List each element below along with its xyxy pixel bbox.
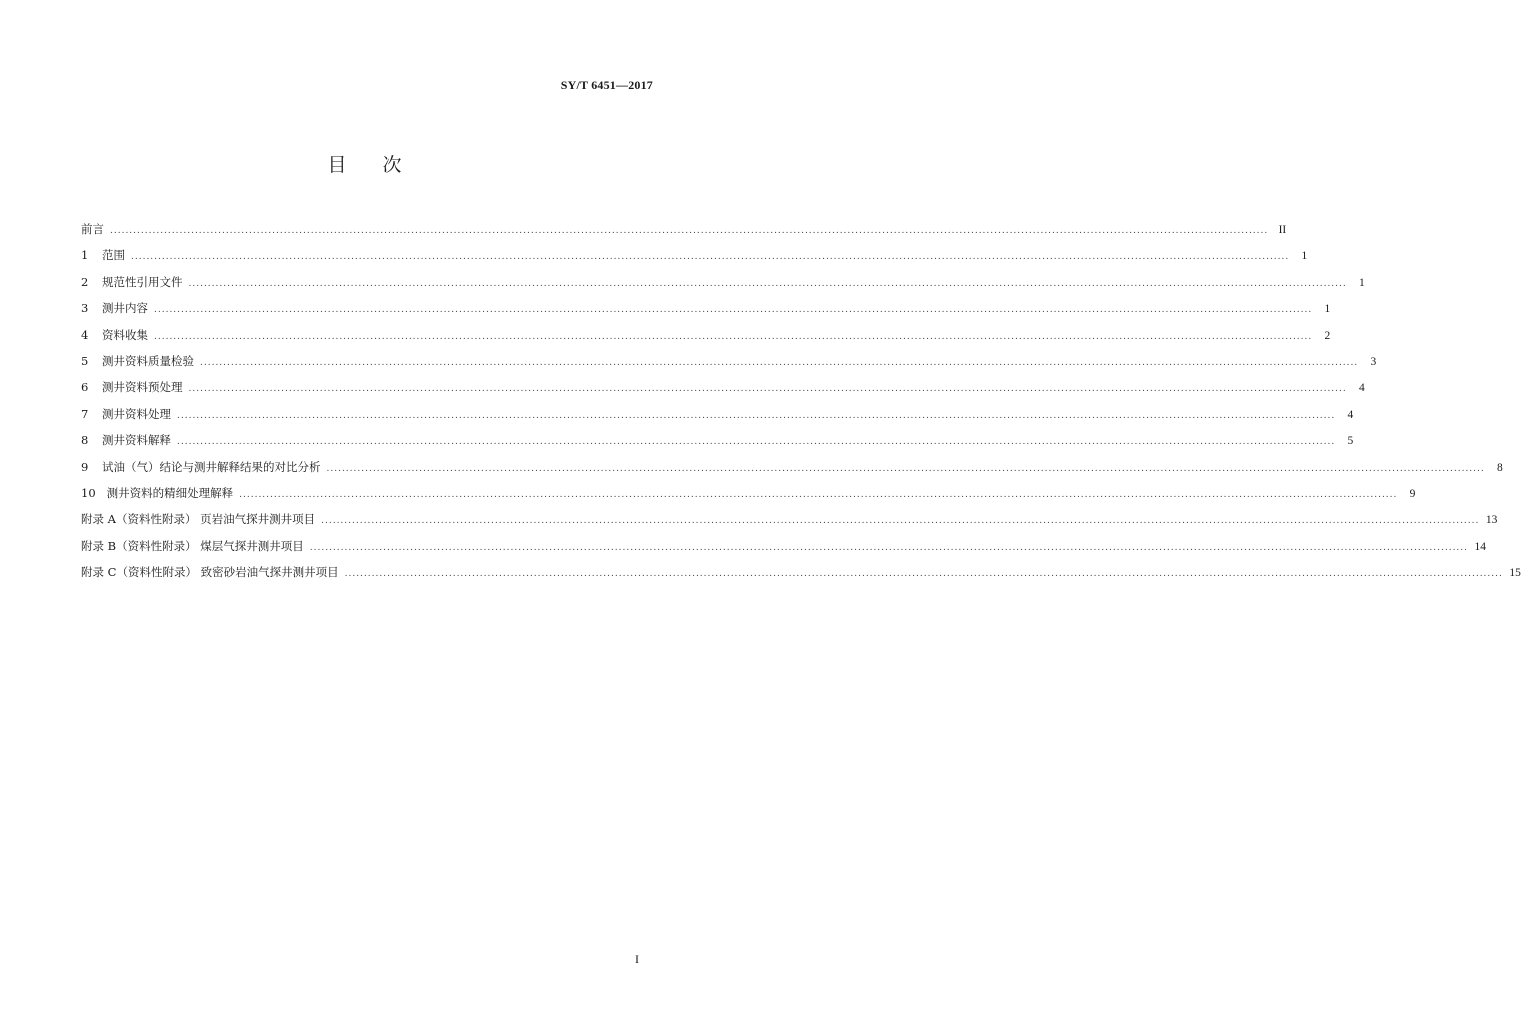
toc-entry-page: 15 [1509,567,1521,580]
toc-entry-1[interactable] [81,244,1308,270]
toc-entry-label: 测井资料质量检验 [102,353,194,368]
toc-entry-label: 测井内容 [102,301,148,316]
toc-entry-5[interactable] [81,350,1377,376]
toc-entry-page: 13 [1485,514,1498,527]
dot-leader: ............................................................................................................................................................................................................................................................................................................ [177,437,1336,448]
toc-entry-label: 试油（气）结论与测井解释结果的对比分析 [102,459,321,474]
dot-leader: ............................................................................................................................................................................................................................................................................................................ [309,542,1469,553]
toc-entry-label: 附录 B（资料性附录） 煤层气探井测井项目 [81,538,304,553]
toc-entry-appendix-a[interactable] [81,508,1498,534]
dot-leader: ............................................................................................................................................................................................................................................................................................................ [326,463,1485,474]
toc-entry-label: 附录 C（资料性附录） 致密砂岩油气探井测井项目 [81,565,339,580]
dot-leader: ............................................................................................................................................................................................................................................................................................................ [131,252,1290,263]
standard-code: SY/T 6451—2017 [560,78,653,92]
toc-entry-page: II [1278,224,1287,236]
dot-leader: ............................................................................................................................................................................................................................................................................................................ [188,278,1347,289]
toc-entry-label: 前言 [81,222,104,236]
toc-entry-label: 测井资料的精细处理解释 [106,485,234,500]
toc-entry-page: 9 [1409,487,1416,500]
toc-entry-appendix-c[interactable] [81,561,1521,587]
toc-entry-label: 测井资料处理 [102,406,171,421]
toc-entry-number: 5 [81,353,89,368]
toc-entry-page: 1 [1301,250,1308,263]
toc-entry-number: 4 [81,327,89,342]
toc-entry-label: 范围 [102,248,125,263]
dot-leader: ............................................................................................................................................................................................................................................................................................................ [154,331,1313,342]
toc-entry-10[interactable] [81,482,1416,508]
toc-entry-number: 9 [81,459,89,474]
dot-leader: ............................................................................................................................................................................................................................................................................................................ [177,410,1336,421]
dot-leader: ............................................................................................................................................................................................................................................................................................................ [200,357,1359,368]
page-number: I [635,952,639,966]
toc-entry-page: 4 [1347,408,1354,421]
toc-entry-page: 2 [1324,329,1331,342]
toc-entry-6[interactable] [81,376,1365,402]
toc-entry-page: 1 [1324,303,1331,316]
toc-entry-label: 测井资料预处理 [102,380,183,395]
toc-entry-page: 14 [1474,540,1487,553]
toc-entry-4[interactable] [81,324,1331,350]
toc-entry-label: 资料收集 [102,327,148,342]
toc-entry-appendix-b[interactable] [81,535,1487,561]
toc-entry-7[interactable] [81,403,1354,429]
dot-leader: ............................................................................................................................................................................................................................................................................................................ [110,226,1269,236]
toc-entry-number: 10 [81,485,96,500]
page-title: 目次 [327,154,438,176]
toc-entry-label: 附录 A（资料性附录） 页岩油气探井测井项目 [81,512,316,527]
toc-entry-number: 8 [81,433,89,448]
toc-entry-page: 3 [1370,355,1377,368]
toc-entry-number: 2 [81,274,89,289]
toc-entry-9[interactable] [81,456,1503,482]
dot-leader: ............................................................................................................................................................................................................................................................................................................ [239,489,1398,500]
toc-entry-number: 6 [81,380,89,395]
toc-entry-number: 7 [81,406,89,421]
toc-entry-3[interactable] [81,297,1331,323]
toc-entry-page: 8 [1497,461,1503,474]
toc-entry-number: 1 [81,248,89,263]
toc-entry-label: 测井资料解释 [102,433,171,448]
toc-entry-page: 4 [1359,382,1365,395]
toc-entry-foreword[interactable] [81,218,1287,244]
dot-leader: ............................................................................................................................................................................................................................................................................................................ [188,384,1347,395]
table-of-contents [81,218,1521,587]
dot-leader: ............................................................................................................................................................................................................................................................................................................ [344,569,1503,580]
toc-entry-page: 5 [1347,435,1354,448]
toc-entry-number: 3 [81,301,89,316]
toc-entry-2[interactable] [81,271,1365,297]
toc-entry-8[interactable] [81,429,1354,455]
dot-leader: ............................................................................................................................................................................................................................................................................................................ [154,305,1313,316]
toc-entry-page: 1 [1359,276,1365,289]
dot-leader: ............................................................................................................................................................................................................................................................................................................ [321,516,1480,527]
toc-entry-label: 规范性引用文件 [102,274,183,289]
